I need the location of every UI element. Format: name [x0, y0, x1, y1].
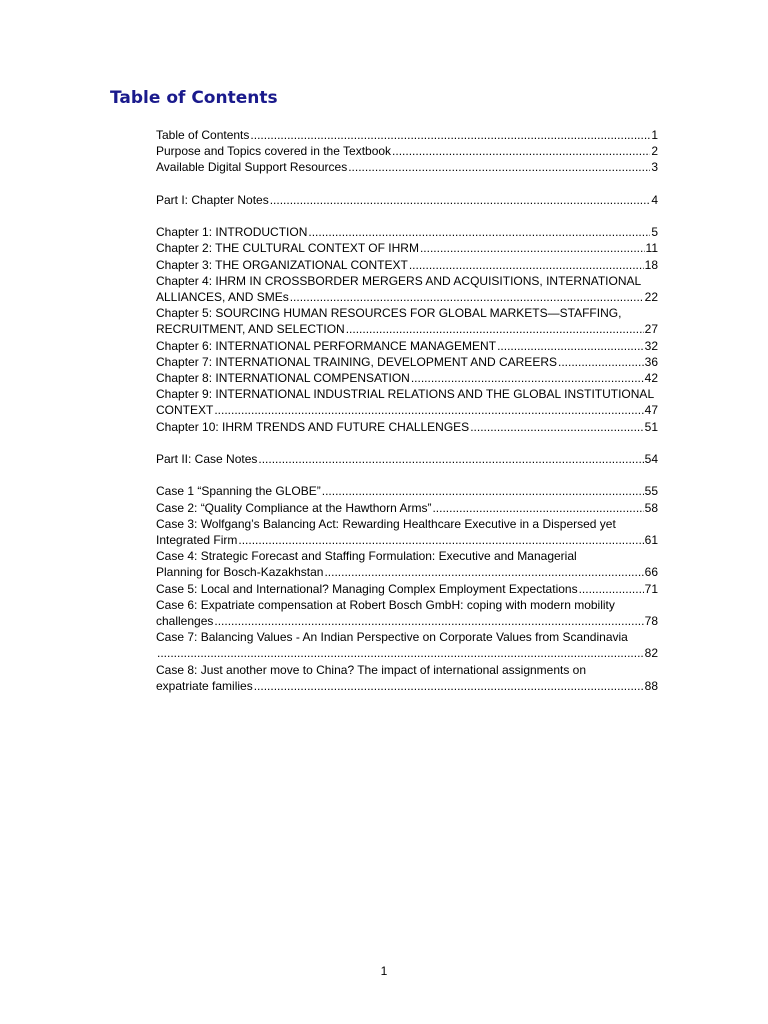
toc-entry-row: [156, 370, 658, 386]
toc-entry-line: Case 4: Strategic Forecast and Staffing Formulation: Executive and Managerial: [156, 549, 577, 564]
toc-entry-page: 18: [644, 257, 658, 272]
toc-entry-line: Chapter 4: IHRM IN CROSSBORDER MERGERS AND ACQUISITIONS, INTERNATIONAL: [156, 273, 642, 288]
toc-entry[interactable]: [156, 143, 658, 159]
toc-entry-title: Part II: Case Notes: [156, 452, 258, 467]
toc-entry-line: Chapter 9: INTERNATIONAL INDUSTRIAL RELATIONS AND THE GLOBAL INSTITUTIONAL: [156, 387, 655, 402]
toc-entry-title: Part I: Chapter Notes: [156, 192, 269, 207]
toc-entry-line: Case 8: Just another move to China? The impact of international assignments on: [156, 662, 587, 677]
dot-leader: [290, 289, 644, 305]
toc-entry-title: Chapter 2: THE CULTURAL CONTEXT OF IHRM: [156, 241, 419, 256]
toc-entry-page: 11: [645, 241, 658, 256]
toc-entry-line: Case 3: Wolfgang’s Balancing Act: Rewarding Healthcare Executive in a Dispersed yet: [156, 516, 616, 531]
dot-leader: [470, 419, 643, 435]
toc-entry[interactable]: [156, 597, 658, 629]
toc-entry-line: Case 6: Expatriate compensation at Robert Bosch GmbH: coping with modern mobility: [156, 597, 615, 612]
dot-leader: [558, 354, 644, 370]
toc-entry-page: 66: [644, 565, 658, 580]
dot-leader: [348, 159, 650, 175]
page-title: Table of Contents: [110, 88, 278, 108]
toc-entry-page: 42: [644, 371, 658, 386]
dot-leader: [324, 564, 643, 580]
toc-entry-title: Chapter 10: IHRM TRENDS AND FUTURE CHALLENGES: [156, 419, 470, 434]
dot-leader: [238, 532, 643, 548]
toc-entry-title: Chapter 3: THE ORGANIZATIONAL CONTEXT: [156, 257, 408, 272]
toc-entry-row: [156, 289, 658, 305]
toc-entry-row: [156, 192, 658, 208]
toc-entry-title: Purpose and Topics covered in the Textbook: [156, 144, 392, 159]
toc-entry-title: Case 5: Local and International? Managing Complex Employment Expectations: [156, 581, 578, 596]
toc-entry-title: Case 1 “Spanning the GLOBE”: [156, 484, 321, 499]
toc-entry-row: [156, 338, 658, 354]
toc-entry[interactable]: [156, 305, 658, 337]
toc-entry-page: 22: [644, 290, 658, 304]
toc-entry-page: 47: [644, 403, 658, 418]
toc-entry-page: 51: [644, 419, 658, 434]
dot-leader: [258, 451, 643, 467]
toc-entry[interactable]: [156, 500, 658, 516]
toc-entry[interactable]: [156, 662, 658, 694]
toc-list: [156, 127, 658, 694]
toc-entry-title: RECRUITMENT, AND SELECTION: [156, 322, 345, 337]
toc-entry-page: 1: [651, 128, 658, 142]
toc-entry-title: challenges: [156, 614, 214, 629]
toc-entry-line: Case 7: Balancing Values - An Indian Perspective on Corporate Values from Scandinavia: [156, 630, 628, 645]
toc-entry[interactable]: [156, 548, 658, 580]
toc-entry-row: [156, 127, 658, 143]
toc-entry-row: [156, 419, 658, 435]
toc-entry-page: 61: [644, 533, 658, 548]
toc-entry-page: 36: [644, 354, 658, 369]
dot-leader: [409, 257, 644, 273]
toc-entry[interactable]: [156, 629, 658, 661]
toc-entry-page: 4: [651, 192, 658, 207]
dot-leader: [392, 143, 650, 159]
toc-entry-title: Available Digital Support Resources: [156, 160, 348, 175]
toc-entry[interactable]: [156, 419, 658, 435]
toc-entry[interactable]: [156, 273, 658, 305]
toc-entry-title: Chapter 7: INTERNATIONAL TRAINING, DEVELOPMENT AND CAREERS: [156, 354, 557, 369]
dot-leader: [497, 338, 644, 354]
toc-entry-page: 55: [644, 484, 658, 499]
toc-entry-title: Chapter 8: INTERNATIONAL COMPENSATION: [156, 371, 410, 386]
dot-leader: [214, 613, 643, 629]
toc-entry-row: [156, 613, 658, 629]
toc-entry[interactable]: [156, 386, 658, 418]
toc-spacer: [156, 208, 658, 224]
dot-leader: [411, 370, 644, 386]
toc-entry[interactable]: [156, 338, 658, 354]
toc-entry[interactable]: [156, 581, 658, 597]
toc-entry-title: Case 2: “Quality Compliance at the Hawthorn Arms”: [156, 500, 432, 515]
toc-entry-page: 58: [644, 500, 658, 515]
toc-entry-row: [156, 678, 658, 694]
dot-leader: [346, 321, 644, 337]
dot-leader: [579, 581, 644, 597]
toc-entry-row: [156, 224, 658, 240]
toc-entry-page: 27: [644, 322, 658, 337]
toc-entry-row: [156, 257, 658, 273]
toc-entry-title: ALLIANCES, AND SMEs: [156, 290, 289, 304]
toc-spacer: [156, 467, 658, 483]
dot-leader: [214, 402, 643, 418]
page-number: 1: [380, 964, 388, 978]
toc-entry-page: 71: [644, 581, 658, 596]
toc-entry-title: expatriate families: [156, 678, 253, 693]
toc-entry-title: Chapter 1: INTRODUCTION: [156, 225, 308, 240]
dot-leader: [308, 224, 650, 240]
toc-entry-row: [156, 532, 658, 548]
dot-leader: [157, 645, 644, 661]
toc-entry-row: [156, 564, 658, 580]
toc-entry-row: [156, 354, 658, 370]
toc-entry-page: 82: [644, 646, 658, 661]
dot-leader: [270, 192, 651, 208]
toc-entry-row: [156, 321, 658, 337]
dot-leader: [420, 240, 645, 256]
dot-leader: [322, 483, 644, 499]
toc-entry-row: [156, 500, 658, 516]
toc-entry-row: [156, 143, 658, 159]
toc-entry-title: Integrated Firm: [156, 533, 238, 548]
toc-entry-row: [156, 581, 658, 597]
toc-entry-row: [156, 451, 658, 467]
toc-entry[interactable]: [156, 127, 658, 143]
toc-spacer: [156, 435, 658, 451]
toc-entry[interactable]: [156, 516, 658, 548]
toc-entry[interactable]: [156, 483, 658, 499]
toc-entry-page: 3: [651, 160, 658, 175]
toc-entry-title: Planning for Bosch-Kazakhstan: [156, 565, 324, 580]
toc-entry-page: 78: [644, 614, 658, 629]
toc-entry-row: [156, 159, 658, 175]
toc-entry[interactable]: [156, 451, 658, 467]
toc-entry-page: 88: [644, 678, 658, 693]
toc-spacer: [156, 176, 658, 192]
toc-entry[interactable]: [156, 257, 658, 273]
toc-entry-title: CONTEXT: [156, 403, 214, 418]
toc-entry-row: [156, 645, 658, 661]
toc-entry-row: [156, 240, 658, 256]
toc-entry[interactable]: [156, 224, 658, 240]
toc-entry-page: 32: [644, 338, 658, 353]
toc-entry-row: [156, 483, 658, 499]
toc-entry[interactable]: [156, 240, 658, 256]
toc-entry[interactable]: [156, 370, 658, 386]
toc-entry[interactable]: [156, 192, 658, 208]
dot-leader: [432, 500, 643, 516]
toc-entry-title: Table of Contents: [156, 128, 250, 142]
toc-entry-page: 54: [644, 452, 658, 467]
toc-entry-title: Chapter 6: INTERNATIONAL PERFORMANCE MANAGEMENT: [156, 338, 497, 353]
toc-entry[interactable]: [156, 159, 658, 175]
dot-leader: [250, 127, 650, 143]
toc-entry-line: Chapter 5: SOURCING HUMAN RESOURCES FOR GLOBAL MARKETS—STAFFING,: [156, 306, 622, 321]
dot-leader: [254, 678, 644, 694]
toc-entry-page: 5: [651, 225, 658, 240]
toc-entry-row: [156, 402, 658, 418]
toc-entry[interactable]: [156, 354, 658, 370]
toc-entry-page: 2: [651, 144, 658, 159]
